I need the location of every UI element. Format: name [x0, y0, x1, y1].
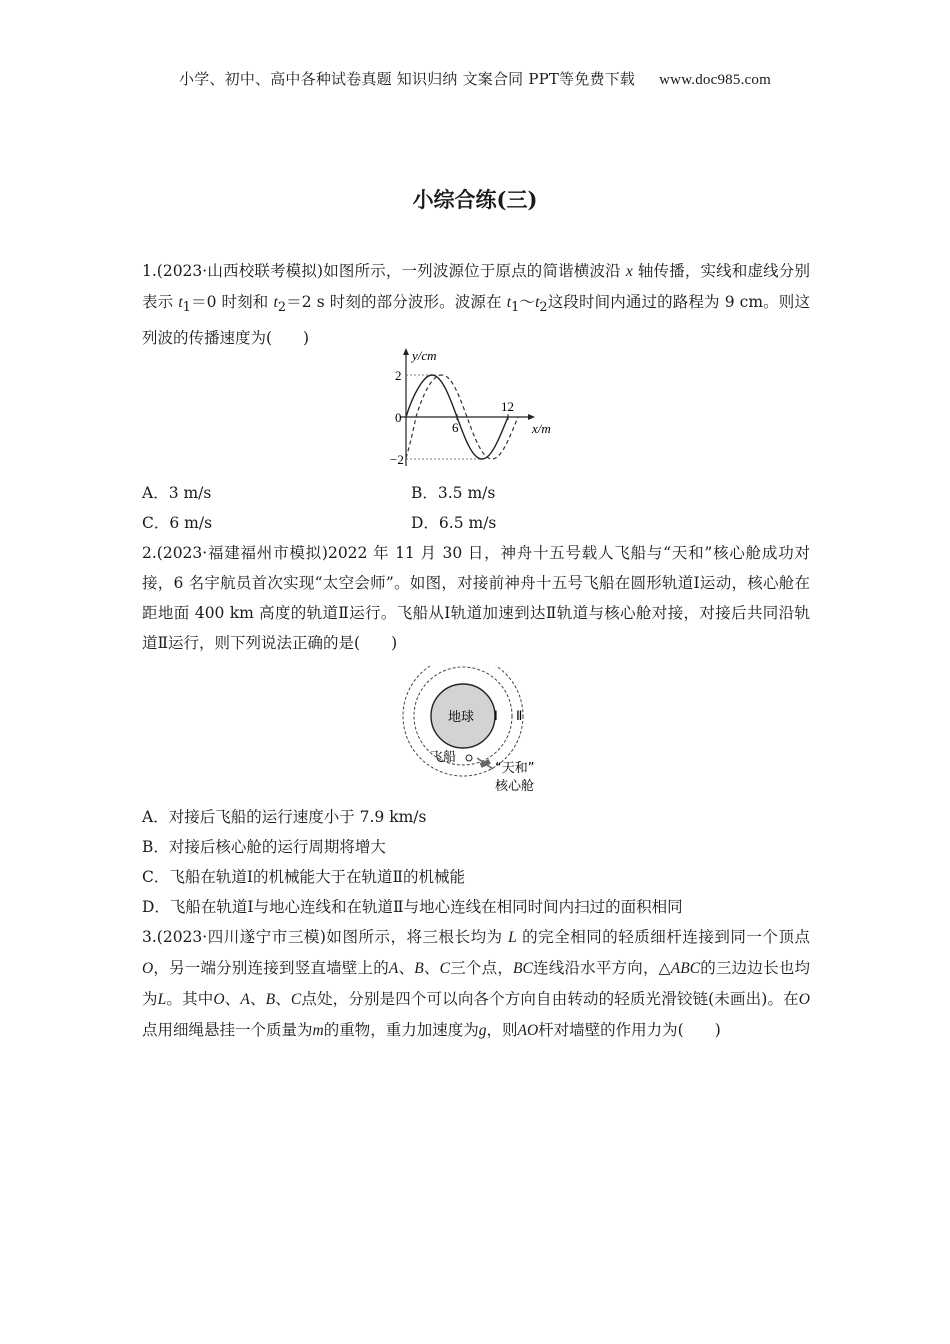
var-x: x — [625, 263, 633, 280]
page-header — [0, 68, 950, 89]
header-text: 小学、初中、高中各种试卷真题 知识归纳 文案合同 PPT等免费下载 — [179, 70, 636, 88]
ship-marker — [466, 755, 472, 761]
space-station-icon — [477, 758, 493, 769]
var-t: t — [506, 294, 512, 311]
var-t: t — [178, 294, 183, 311]
q3-text: 、 — [275, 990, 291, 1008]
question-3-stem — [142, 922, 810, 1046]
q2-option-d[interactable]: D．飞船在轨道Ⅰ与地心连线和在轨道Ⅱ与地心连线在相同时间内扫过的面积相同 — [142, 898, 683, 916]
q1-text: ＝0 时刻和 — [190, 293, 269, 311]
tick-label-x-6: 6 — [452, 420, 459, 435]
tick-label-y-2: 2 — [395, 368, 402, 383]
q2-option-b[interactable]: B．对接后核心舱的运行周期将增大 — [142, 838, 386, 856]
q1-text: ＝2 s 时刻的部分波形。波源在 — [286, 293, 502, 311]
q3-text: 点处，分别是四个可以向各个方向自由转动的轻质光滑铰链(未画出)。在 — [301, 990, 799, 1008]
question-2-stem — [142, 538, 810, 658]
q3-text: 、 — [398, 959, 415, 977]
q3-text: 三个点， — [450, 959, 514, 977]
q1-text: 轴传播，实线和虚线分别表示 — [142, 262, 810, 311]
station-label-line2: 核心舱 — [495, 779, 535, 794]
q3-text: 的重物，重力加速度为 — [323, 1021, 479, 1039]
var-C: C — [439, 960, 451, 977]
q3-text: 、 — [249, 990, 266, 1008]
subscript: 2 — [277, 300, 287, 316]
var-BC: BC — [513, 960, 533, 977]
question-1-source: 1.(2023·山西校联考模拟) — [142, 262, 324, 280]
q3-text: 点用细绳悬挂一个质量为 — [142, 1021, 313, 1039]
x-axis-arrow — [528, 414, 535, 420]
var-m: m — [312, 1022, 324, 1039]
q1-option-c[interactable]: C．6 m/s — [142, 514, 213, 532]
var-O: O — [213, 991, 225, 1008]
q2-option-a[interactable]: A．对接后飞船的运行速度小于 7.9 km/s — [142, 808, 427, 826]
tick-label-y-neg2: −2 — [390, 452, 404, 467]
q3-text: 、 — [224, 990, 241, 1008]
subscript: 2 — [539, 300, 548, 316]
q3-text: 连线沿水平方向，△ — [532, 959, 671, 977]
q1-option-a[interactable]: A．3 m/s — [142, 484, 212, 502]
question-1-stem — [142, 256, 810, 353]
var-ABC: ABC — [670, 960, 701, 977]
var-L: L — [508, 929, 517, 946]
var-C: C — [290, 991, 302, 1008]
var-A: A — [388, 960, 399, 977]
q3-text: 。其中 — [166, 990, 214, 1008]
x-axis-label: x/m — [532, 421, 551, 436]
q2-option-c[interactable]: C．飞船在轨道Ⅰ的机械能大于在轨道Ⅱ的机械能 — [142, 868, 466, 886]
var-t: t — [535, 294, 540, 311]
q3-text: 、 — [423, 959, 440, 977]
q1-option-b[interactable]: B．3.5 m/s — [411, 484, 496, 502]
orbit-2-label: Ⅱ — [516, 708, 523, 723]
q1-text: 这段时间内通过的路程为 9 cm。则这列波的传播速度为( ) — [142, 293, 810, 348]
question-3-source: 3.(2023·四川遂宁市三模) — [142, 928, 326, 946]
q3-text: 的三边边长也均为 — [142, 959, 810, 1008]
subscript: 1 — [182, 300, 191, 316]
q3-text: ，另一端分别连接到竖直墙壁上的 — [153, 959, 389, 977]
q1-option-d[interactable]: D．6.5 m/s — [411, 514, 497, 532]
q2-text: 2022 年 11 月 30 日，神舟十五号载人飞船与“天和”核心舱成功对接，6 名宇航员首次实现“太空会师”。如图，对接前神舟十五号飞船在圆形轨道Ⅰ运动，核心舱在距地面 400 km 高度的轨道Ⅱ运行。飞船从Ⅰ轨道加速到达Ⅱ轨道与核心舱对接，对接后共同沿轨道Ⅱ运行，则下列说法正确的是( ) — [142, 544, 810, 652]
q3-text: 的完全相同的轻质细杆连接到同一个顶点 — [522, 928, 810, 946]
y-axis-arrow — [403, 348, 409, 355]
earth-label: 地球 — [448, 710, 475, 725]
header-url[interactable]: www.doc985.com — [659, 72, 771, 88]
tick-label-x-12: 12 — [501, 399, 514, 414]
var-g: g — [478, 1022, 487, 1039]
station-label-line1: “天和” — [495, 761, 535, 776]
q3-text: ，则 — [486, 1021, 518, 1039]
ship-label: 飞船 — [430, 750, 457, 765]
orbit-figure — [400, 666, 560, 798]
page-title: 小综合练(三) — [412, 187, 538, 212]
var-A: A — [240, 991, 250, 1008]
var-L: L — [157, 991, 167, 1008]
var-O: O — [142, 960, 154, 977]
orbit-1-label: Ⅰ — [494, 708, 498, 723]
question-2-source: 2.(2023·福建福州市模拟) — [142, 544, 328, 562]
q1-text: ～ — [519, 293, 536, 311]
var-B: B — [265, 991, 276, 1008]
wave-graph-figure — [380, 346, 580, 472]
var-O: O — [798, 991, 810, 1008]
q3-text: 如图所示，将三根长均为 — [325, 928, 503, 946]
subscript: 1 — [511, 300, 520, 316]
y-axis-label: y/cm — [412, 348, 437, 363]
var-B: B — [414, 960, 424, 977]
q1-text: 如图所示，一列波源位于原点的简谐横波沿 — [323, 262, 621, 280]
q3-text: 杆对墙壁的作用力为( ) — [538, 1021, 721, 1039]
var-AO: AO — [517, 1022, 539, 1039]
tick-label-origin: 0 — [395, 410, 402, 425]
var-t: t — [273, 294, 278, 311]
